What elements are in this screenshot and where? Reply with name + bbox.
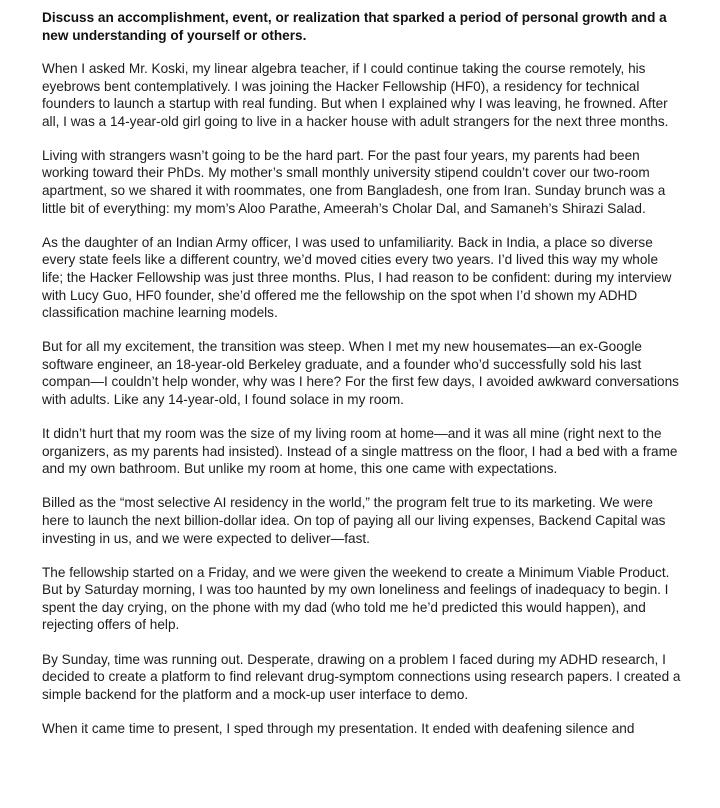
- essay-paragraph: But for all my excitement, the transition was steep. When I met my new housemates—an ex-Google software engineer, an 18-year-old Berkeley graduate, and a founder who’d successfully sold his last compan—I couldn’t help wonder, why was I here? For the first few days, I avoided awkward conversations with adults. Like any 14-year-old, I found solace in my room.: [42, 339, 679, 407]
- essay-page: [42, 9, 682, 754]
- essay-paragraph: When it came time to present, I sped through my presentation. It ended with deafening silence and: [42, 720, 635, 736]
- essay-paragraph: The fellowship started on a Friday, and we were given the weekend to create a Minimum Viable Product. But by Saturday morning, I was too haunted by my own loneliness and feelings of inadequacy to begin. I spent the day crying, on the phone with my dad (who told me he’d predicted this would happen), and rejecting offers of help.: [42, 564, 670, 633]
- essay-prompt: Discuss an accomplishment, event, or realization that sparked a period of personal growth and a new understanding of yourself or others.: [42, 10, 667, 43]
- essay-paragraph: Billed as the “most selective AI residency in the world,” the program felt true to its marketing. We were here to launch the next billion-dollar idea. On top of paying all our living expenses, Backend Capital was investing in us, and we were expected to deliver—fast.: [42, 495, 666, 546]
- essay-paragraph: As the daughter of an Indian Army officer, I was used to unfamiliarity. Back in India, a place so diverse every state feels like a different country, we’d moved cities every two years. I’d lived this way my whole life; the Hacker Fellowship was just three months. Plus, I had reason to be confident: during my interview with Lucy Guo, HF0 founder, she’d offered me the fellowship on the spot when I’d shown my ADHD classification machine learning models.: [42, 234, 672, 321]
- essay-paragraph: It didn’t hurt that my room was the size of my living room at home—and it was all mine (right next to the organizers, as my parents had insisted). Instead of a single mattress on the floor, I had a bed with a frame and my own bathroom. But unlike my room at home, this one came with expectations.: [42, 426, 678, 477]
- essay-paragraph: When I asked Mr. Koski, my linear algebra teacher, if I could continue taking the course remotely, his eyebrows bent contemplatively. I was joining the Hacker Fellowship (HF0), a residency for technical founders to launch a startup with real funding. But when I explained why I was leaving, he frowned. After all, I was a 14-year-old girl going to live in a hacker house with adult strangers for the next three months.: [42, 61, 669, 129]
- essay-paragraph: By Sunday, time was running out. Desperate, drawing on a problem I faced during my ADHD research, I decided to create a platform to find relevant drug-symptom connections using research papers. I created a simple backend for the platform and a mock-up user interface to demo.: [42, 651, 681, 702]
- essay-paragraph: Living with strangers wasn’t going to be the hard part. For the past four years, my parents had been working toward their PhDs. My mother’s small monthly university stipend couldn’t cover our two-room apartment, so we shared it with roommates, one from Bangladesh, one from Iran. Sunday brunch was a little bit of everything: my mom’s Aloo Parathe, Ameerah’s Cholar Dal, and Samaneh’s Shirazi Salad.: [42, 147, 666, 216]
